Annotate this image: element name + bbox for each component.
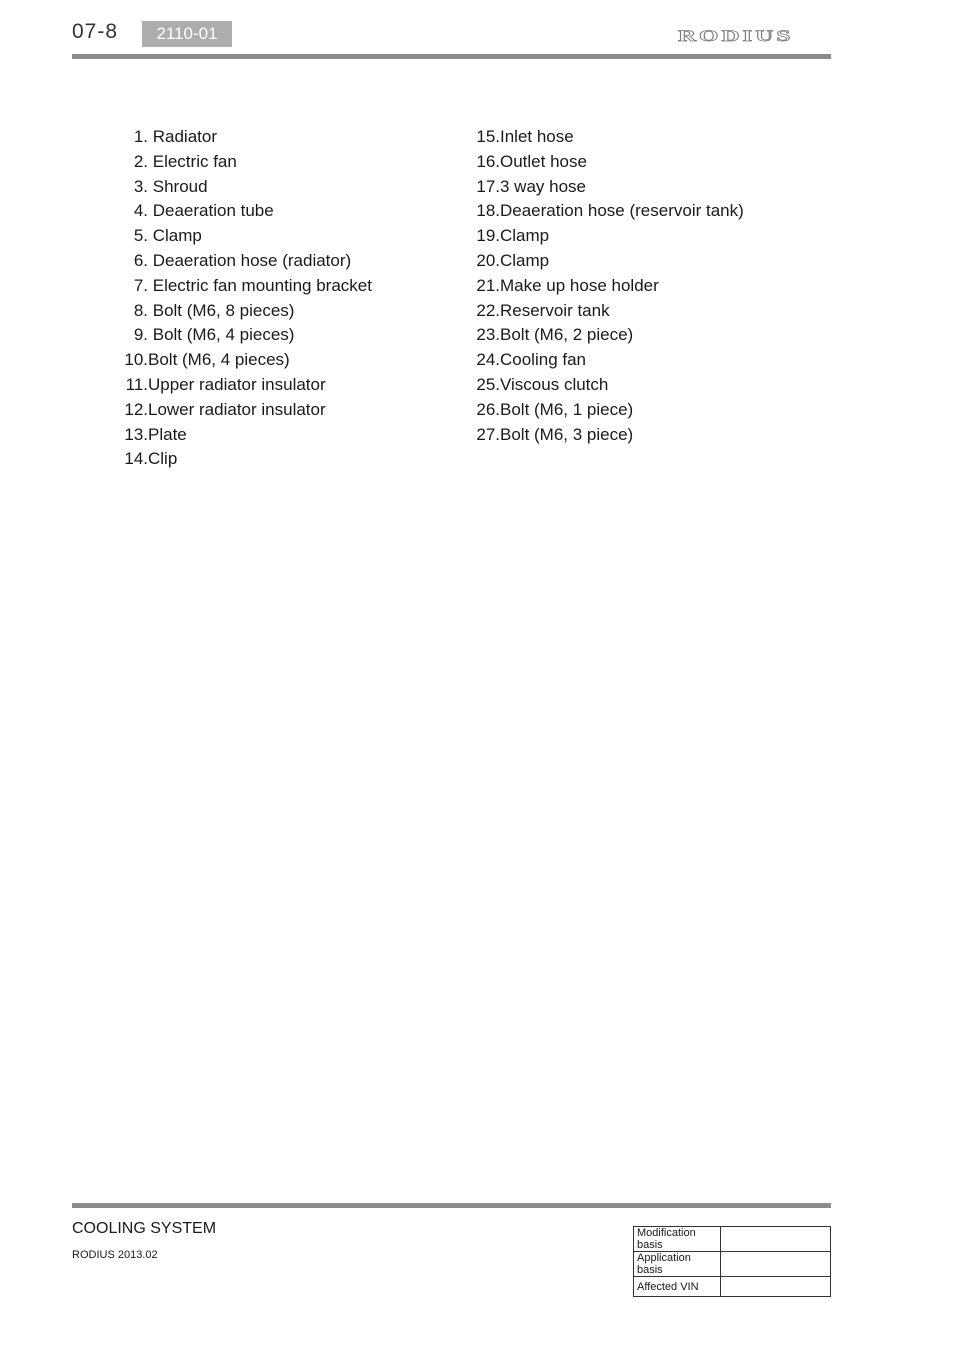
item-number: 3.: [133, 176, 148, 196]
item-number: 22.: [476, 300, 500, 320]
list-item: [110, 275, 372, 300]
item-number: 25.: [476, 374, 500, 394]
list-item: [474, 225, 744, 250]
item-label: Clip: [148, 449, 178, 469]
list-item: [110, 225, 372, 250]
list-item: [474, 126, 744, 151]
section-code-badge: 2110-01: [142, 21, 232, 47]
item-label: Electric fan: [152, 151, 237, 171]
item-label: Reservoir tank: [500, 300, 610, 320]
item-label: Make up hose holder: [500, 275, 659, 295]
list-item: [110, 300, 372, 325]
item-number: 23.: [476, 325, 500, 345]
item-number: 24.: [476, 350, 500, 370]
list-item: [474, 424, 744, 449]
item-number: 12.: [124, 399, 148, 419]
list-item: [474, 275, 744, 300]
item-number: 1.: [133, 127, 148, 146]
item-number: 5.: [133, 226, 148, 246]
footer-section-title: COOLING SYSTEM: [72, 1220, 217, 1237]
page-number: 07-8: [72, 20, 119, 43]
parts-list-right: [474, 126, 744, 448]
list-item: [474, 176, 744, 201]
item-number: 16.: [476, 151, 500, 171]
item-label: Electric fan mounting bracket: [152, 275, 372, 295]
item-label: Bolt (M6, 1 piece): [500, 399, 634, 419]
list-item: [474, 300, 744, 325]
item-number: 2.: [133, 151, 148, 171]
item-number: 6.: [133, 250, 148, 270]
table-row: [634, 1252, 831, 1277]
item-number: 14.: [124, 449, 148, 469]
table-cell-label: Affected VIN: [634, 1277, 721, 1297]
item-label: Bolt (M6, 8 pieces): [152, 300, 295, 320]
list-item: [474, 151, 744, 176]
item-label: Deaeration hose (radiator): [152, 250, 352, 270]
list-item: [474, 200, 744, 225]
item-number: 27.: [476, 424, 500, 444]
list-item: [110, 374, 372, 399]
item-label: Outlet hose: [500, 151, 587, 171]
item-number: 4.: [133, 201, 148, 221]
revision-info-table: [633, 1226, 831, 1297]
list-item: [474, 349, 744, 374]
item-number: 13.: [124, 424, 148, 444]
item-label: Clamp: [500, 250, 550, 270]
item-number: 18.: [476, 201, 500, 221]
list-item: [474, 324, 744, 349]
item-label: Clamp: [500, 226, 550, 246]
list-item: [474, 374, 744, 399]
list-item: [110, 349, 372, 374]
item-number: 8.: [133, 300, 148, 320]
table-cell-value: [721, 1252, 831, 1277]
list-item: [110, 176, 372, 201]
item-label: Clamp: [152, 226, 202, 246]
item-label: Bolt (M6, 3 piece): [500, 424, 634, 444]
brand-logo: RODIUS: [678, 28, 794, 45]
item-number: 21.: [476, 275, 500, 295]
list-item: [110, 424, 372, 449]
item-number: 19.: [476, 226, 500, 246]
table-row: [634, 1227, 831, 1252]
item-label: Shroud: [152, 176, 208, 196]
item-label: Viscous clutch: [500, 374, 609, 394]
list-item: [110, 250, 372, 275]
item-number: 11.: [125, 374, 148, 394]
list-item: [110, 151, 372, 176]
item-number: 10.: [124, 350, 148, 370]
item-label: Bolt (M6, 4 pieces): [152, 325, 295, 345]
item-label: Radiator: [152, 127, 217, 146]
item-number: 9.: [133, 325, 148, 345]
header-divider: [72, 54, 831, 59]
footer-divider: [72, 1203, 831, 1208]
table-cell-value: [721, 1227, 831, 1252]
footer-edition: RODIUS 2013.02: [72, 1249, 158, 1261]
item-number: 7.: [133, 275, 148, 295]
item-number: 15.: [476, 127, 500, 146]
list-item: [474, 399, 744, 424]
item-label: Cooling fan: [500, 350, 587, 370]
table-cell-label: Modification basis: [634, 1227, 721, 1252]
item-number: 26.: [476, 399, 500, 419]
item-label: Deaeration hose (reservoir tank): [500, 201, 744, 221]
item-label: Upper radiator insulator: [148, 374, 326, 394]
table-cell-value: [721, 1277, 831, 1297]
table-row: [634, 1277, 831, 1297]
list-item: [474, 250, 744, 275]
parts-list-left: [110, 126, 372, 473]
item-label: Bolt (M6, 4 pieces): [148, 350, 290, 370]
item-label: 3 way hose: [500, 176, 586, 196]
list-item: [110, 448, 372, 473]
table-cell-label: Application basis: [634, 1252, 721, 1277]
item-number: 17.: [476, 176, 500, 196]
item-label: Bolt (M6, 2 piece): [500, 325, 634, 345]
item-number: 20.: [476, 250, 500, 270]
list-item: [110, 399, 372, 424]
list-item: [110, 324, 372, 349]
item-label: Deaeration tube: [152, 201, 274, 221]
item-label: Lower radiator insulator: [148, 399, 326, 419]
item-label: Inlet hose: [500, 127, 574, 146]
list-item: [110, 126, 372, 151]
item-label: Plate: [148, 424, 187, 444]
list-item: [110, 200, 372, 225]
